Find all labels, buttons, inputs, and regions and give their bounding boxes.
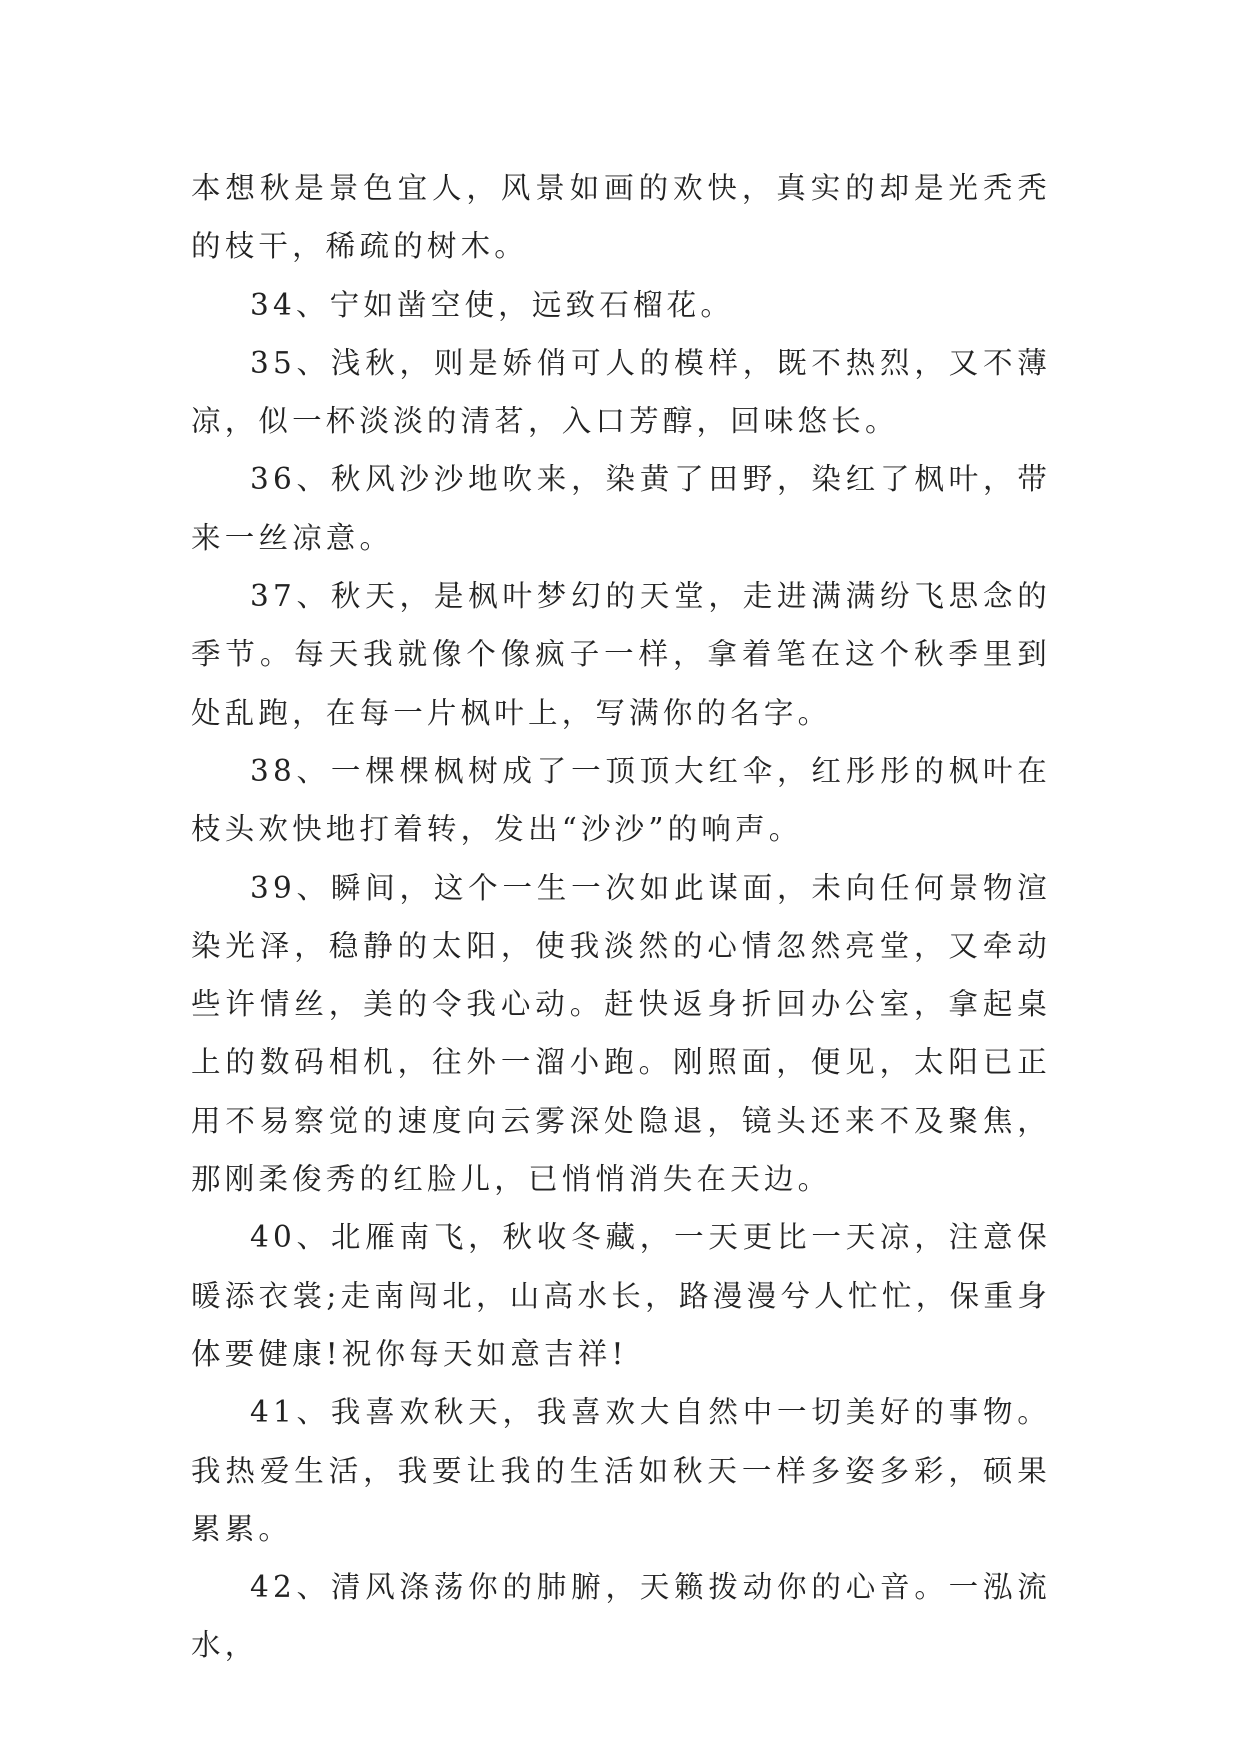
paragraph-40: 40、北雁南飞，秋收冬藏，一天更比一天凉，注意保暖添衣裳;走南闯北，山高水长，路漫漫兮人忙忙，保重身体要健康!祝你每天如意吉祥! bbox=[191, 1220, 1051, 1371]
paragraph-35: 35、浅秋，则是娇俏可人的模样，既不热烈，又不薄凉，似一杯淡淡的清茗，入口芳醇，回味悠长。 bbox=[191, 345, 1051, 439]
paragraph-continuation: 本想秋是景色宜人，风景如画的欢快，真实的却是光秃秃的枝干，稀疏的树木。 bbox=[191, 171, 1051, 264]
paragraph-37: 37、秋天，是枫叶梦幻的天堂，走进满满纷飞思念的季节。每天我就像个像疯子一样，拿着笔在这个秋季里到处乱跑，在每一片枫叶上，写满你的名字。 bbox=[191, 579, 1051, 730]
paragraph-42: 42、清风涤荡你的肺腑，天籁拨动你的心音。一泓流水， bbox=[191, 1570, 1051, 1663]
paragraph-41: 41、我喜欢秋天，我喜欢大自然中一切美好的事物。我热爱生活，我要让我的生活如秋天一样多姿多彩，硕果累累。 bbox=[191, 1395, 1051, 1546]
document-body bbox=[191, 159, 1051, 1675]
paragraph-39: 39、瞬间，这个一生一次如此谋面，未向任何景物渲染光泽，稳静的太阳，使我淡然的心情忽然亮堂，又牵动些许情丝，美的令我心动。赶快返身折回办公室，拿起桌上的数码相机，往外一溜小跑。刚照面，便见，太阳已正用不易察觉的速度向云雾深处隐退，镜头还来不及聚焦，那刚柔俊秀的红脸儿，已悄悄消失在天边。 bbox=[191, 870, 1051, 1197]
paragraph-36: 36、秋风沙沙地吹来，染黄了田野，染红了枫叶，带来一丝凉意。 bbox=[191, 462, 1051, 555]
paragraph-34: 34、宁如凿空使，远致石榴花。 bbox=[250, 287, 735, 322]
paragraph-38: 38、一棵棵枫树成了一顶顶大红伞，红彤彤的枫叶在枝头欢快地打着转，发出“沙沙”的响声。 bbox=[191, 753, 1051, 847]
